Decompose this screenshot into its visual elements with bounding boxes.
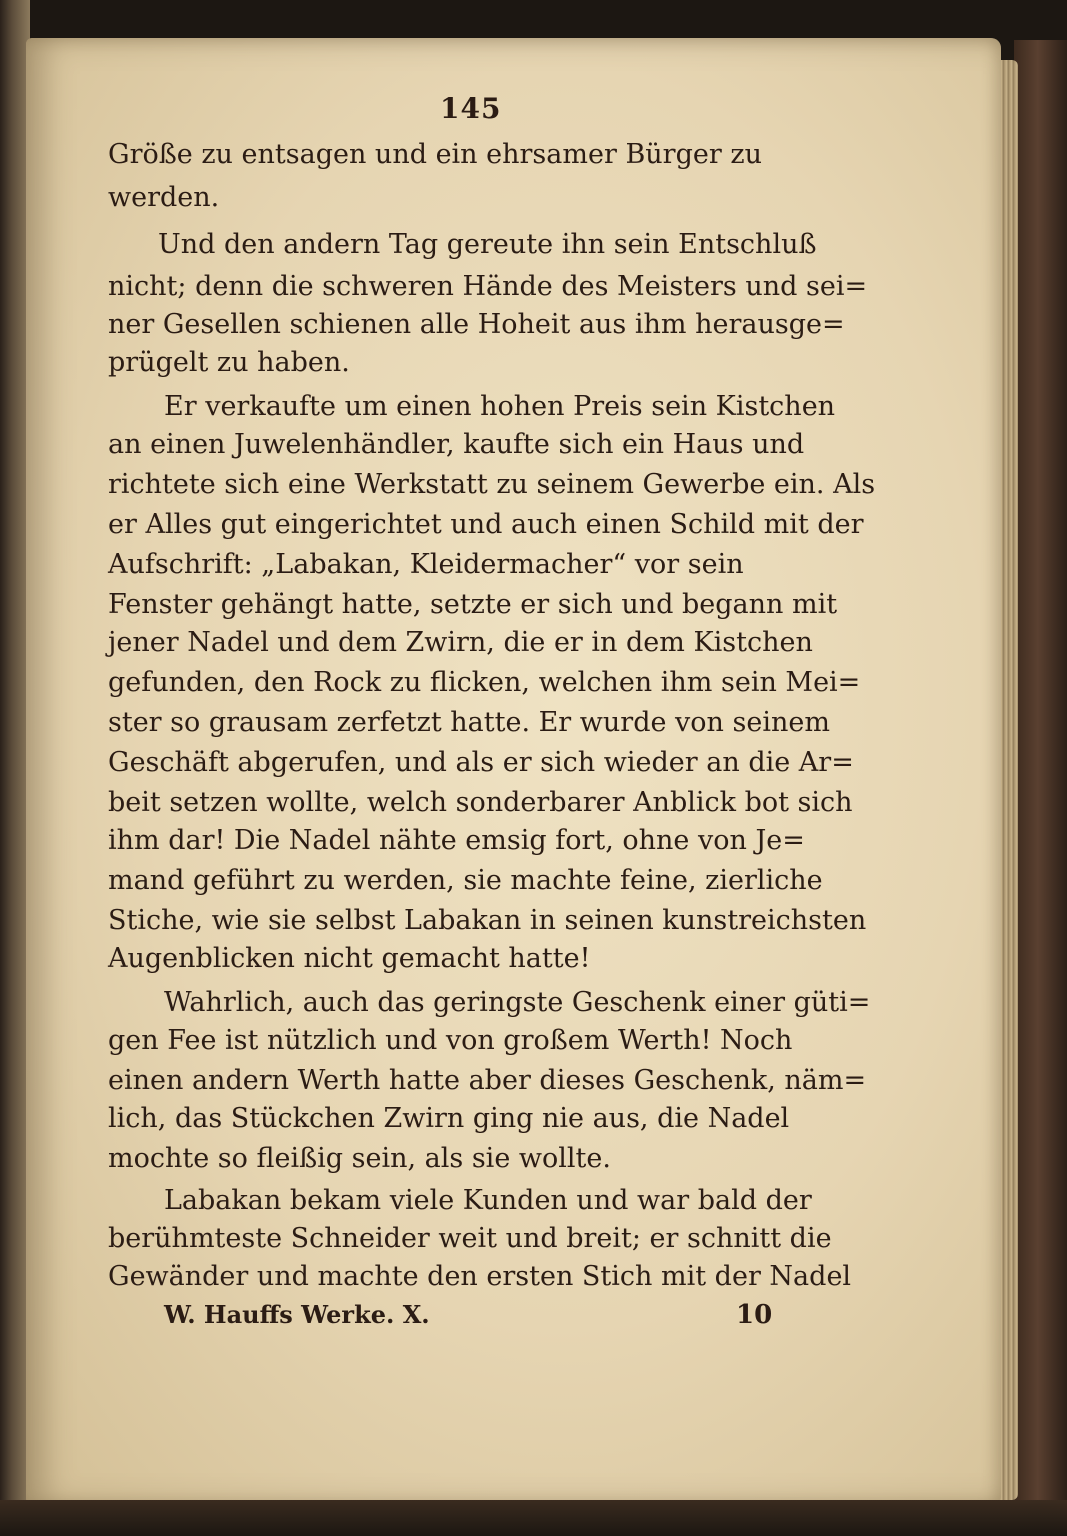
book-cover-bottom [0, 1500, 1067, 1536]
text-line: gen Fee ist nützlich und von großem Werth! Noch [108, 1025, 793, 1056]
text-line: Geschäft abgerufen, und als er sich wieder an die Ar= [108, 747, 854, 778]
text-line: Gewänder und machte den ersten Stich mit der Nadel [108, 1261, 852, 1292]
page-number: 145 [440, 92, 502, 125]
text-line: einen andern Werth hatte aber dieses Geschenk, näm= [108, 1065, 867, 1096]
text-line: Fenster gehängt hatte, setzte er sich und begann mit [108, 589, 838, 620]
text-line: er Alles gut eingerichtet und auch einen Schild mit der [108, 509, 864, 540]
text-line: Wahrlich, auch das geringste Geschenk einer güti= [164, 987, 871, 1018]
text-line: prügelt zu haben. [108, 347, 350, 378]
text-line: lich, das Stückchen Zwirn ging nie aus, die Nadel [108, 1103, 790, 1134]
text-line: ner Gesellen schienen alle Hoheit aus ihm herausge= [108, 309, 845, 340]
text-line: ihm dar! Die Nadel nähte emsig fort, ohne von Je= [108, 825, 805, 856]
text-line: Und den andern Tag gereute ihn sein Entschluß [158, 229, 817, 260]
text-line: an einen Juwelenhändler, kaufte sich ein Haus und [108, 429, 805, 460]
footer-sheet-number: 10 [736, 1300, 773, 1330]
text-line: ster so grausam zerfetzt hatte. Er wurde von seinem [108, 707, 830, 738]
text-line: Aufschrift: „Labakan, Kleidermacher“ vor sein [108, 549, 744, 580]
text-line: werden. [108, 182, 220, 213]
footer-signature: W. Hauffs Werke. X. [164, 1300, 430, 1329]
text-line: Augenblicken nicht gemacht hatte! [108, 943, 591, 974]
text-line: mand geführt zu werden, sie machte feine, zierliche [108, 865, 823, 896]
book-cover-edge [1014, 40, 1067, 1536]
text-line: berühmteste Schneider weit und breit; er schnitt die [108, 1223, 832, 1254]
text-line: nicht; denn die schweren Hände des Meisters und sei= [108, 271, 868, 302]
text-line: richtete sich eine Werkstatt zu seinem Gewerbe ein. Als [108, 469, 876, 500]
text-line: Er verkaufte um einen hohen Preis sein Kistchen [164, 391, 836, 422]
text-line: Größe zu entsagen und ein ehrsamer Bürger zu [108, 139, 762, 170]
text-line: jener Nadel und dem Zwirn, die er in dem Kistchen [108, 627, 813, 658]
text-line: Labakan bekam viele Kunden und war bald der [164, 1185, 812, 1216]
text-line: mochte so fleißig sein, als sie wollte. [108, 1143, 611, 1174]
text-line: gefunden, den Rock zu flicken, welchen ihm sein Mei= [108, 667, 861, 698]
text-line: Stiche, wie sie selbst Labakan in seinen kunstreichsten [108, 905, 867, 936]
text-line: beit setzen wollte, welch sonderbarer Anblick bot sich [108, 787, 853, 818]
